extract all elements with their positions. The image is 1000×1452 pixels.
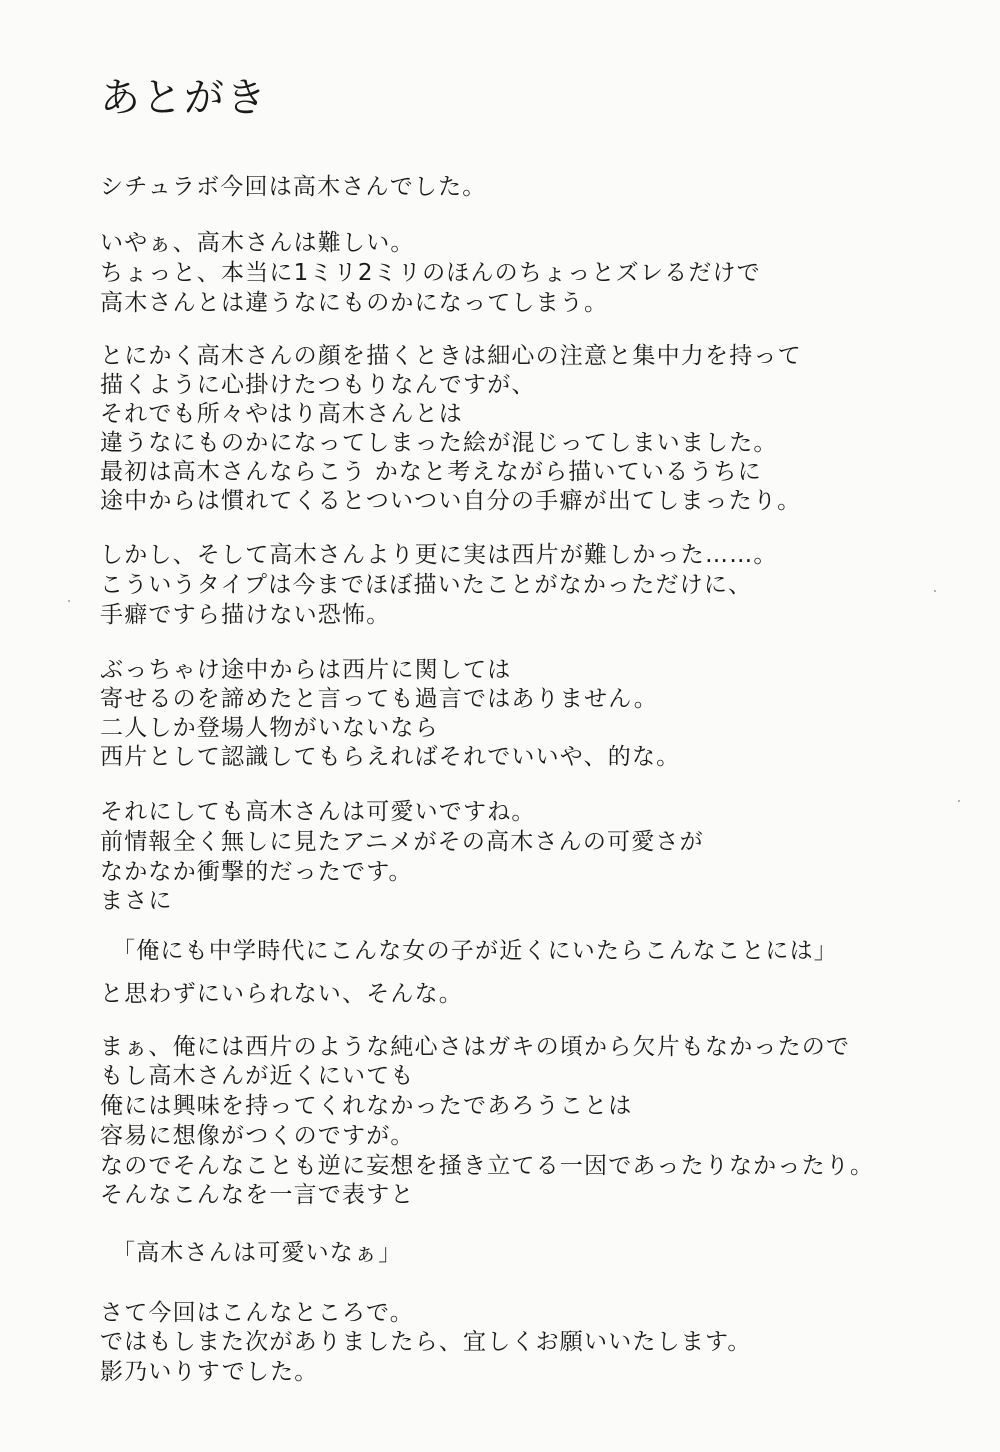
page-title: あとがき <box>100 75 268 121</box>
text-line: なかなか衝撃的だったです。 <box>100 859 413 885</box>
text-line: ぶっちゃけ途中からは西片に関しては <box>100 657 512 683</box>
text-line: 西片として認識してもらえればそれでいいや、的な。 <box>100 744 681 770</box>
text-line: と思わずにいられない、そんな。 <box>100 981 463 1007</box>
text-line: 寄せるのを諦めたと言っても過言ではありません。 <box>100 686 658 712</box>
text-line: シチュラボ今回は高木さんでした。 <box>100 174 487 200</box>
text-line: なのでそんなことも逆に妄想を掻き立てる一因であったりなかったり。 <box>100 1153 875 1179</box>
quote-line: 「俺にも中学時代にこんな女の子が近くにいたらこんなことには」 <box>112 938 838 964</box>
text-line: それでも所々やはり高木さんとは <box>100 401 463 427</box>
text-line: 違うなにものかになってしまった絵が混じってしまいました。 <box>100 430 778 456</box>
text-line: 容易に想像がつくのですが。 <box>100 1123 415 1149</box>
text-line: こういうタイプは今までほぼ描いたことがなかっただけに、 <box>100 572 753 598</box>
text-line: 前情報全く無しに見たアニメがその高木さんの可愛さが <box>100 829 704 855</box>
text-line: 途中からは慣れてくるとついつい自分の手癖が出てしまったり。 <box>100 488 802 514</box>
text-line: ではもしまた次がありましたら、宜しくお願いいたします。 <box>100 1329 752 1355</box>
text-line: そんなこんなを一言で表すと <box>100 1182 415 1208</box>
text-line: 最初は高木さんならこう かなと考えながら描いているうちに <box>100 459 762 485</box>
paper-speck <box>958 800 960 802</box>
text-line: ちょっと、本当に1ミリ2ミリのほんのちょっとズレるだけで <box>100 260 761 286</box>
text-line: 描くように心掛けたつもりなんですが、 <box>100 372 536 398</box>
text-line: 高木さんとは違うなにものかになってしまう。 <box>100 290 609 316</box>
text-line: まぁ、俺には西片のような純心さはガキの頃から欠片もなかったので <box>100 1034 851 1060</box>
text-line: さて今回はこんなところで。 <box>100 1300 414 1326</box>
text-line: とにかく高木さんの顔を描くときは細心の注意と集中力を持って <box>100 343 802 369</box>
paper-speck <box>68 600 70 602</box>
text-line: 二人しか登場人物がいないなら <box>100 715 439 741</box>
text-line: しかし、そして高木さんより更に実は西片が難しかった……。 <box>100 542 778 568</box>
text-line: まさに <box>100 888 173 914</box>
text-line: 手癖ですら描けない恐怖。 <box>100 602 391 628</box>
quote-line: 「高木さんは可愛いなぁ」 <box>112 1240 403 1266</box>
text-line: 俺には興味を持ってくれなかったであろうことは <box>100 1093 633 1119</box>
text-line: いやぁ、高木さんは難しい。 <box>100 230 415 256</box>
paper-speck <box>934 590 936 592</box>
text-line: 影乃いりすでした。 <box>100 1359 319 1385</box>
text-line: もし高木さんが近くにいても <box>100 1063 415 1089</box>
text-line: それにしても高木さんは可愛いですね。 <box>100 799 536 825</box>
